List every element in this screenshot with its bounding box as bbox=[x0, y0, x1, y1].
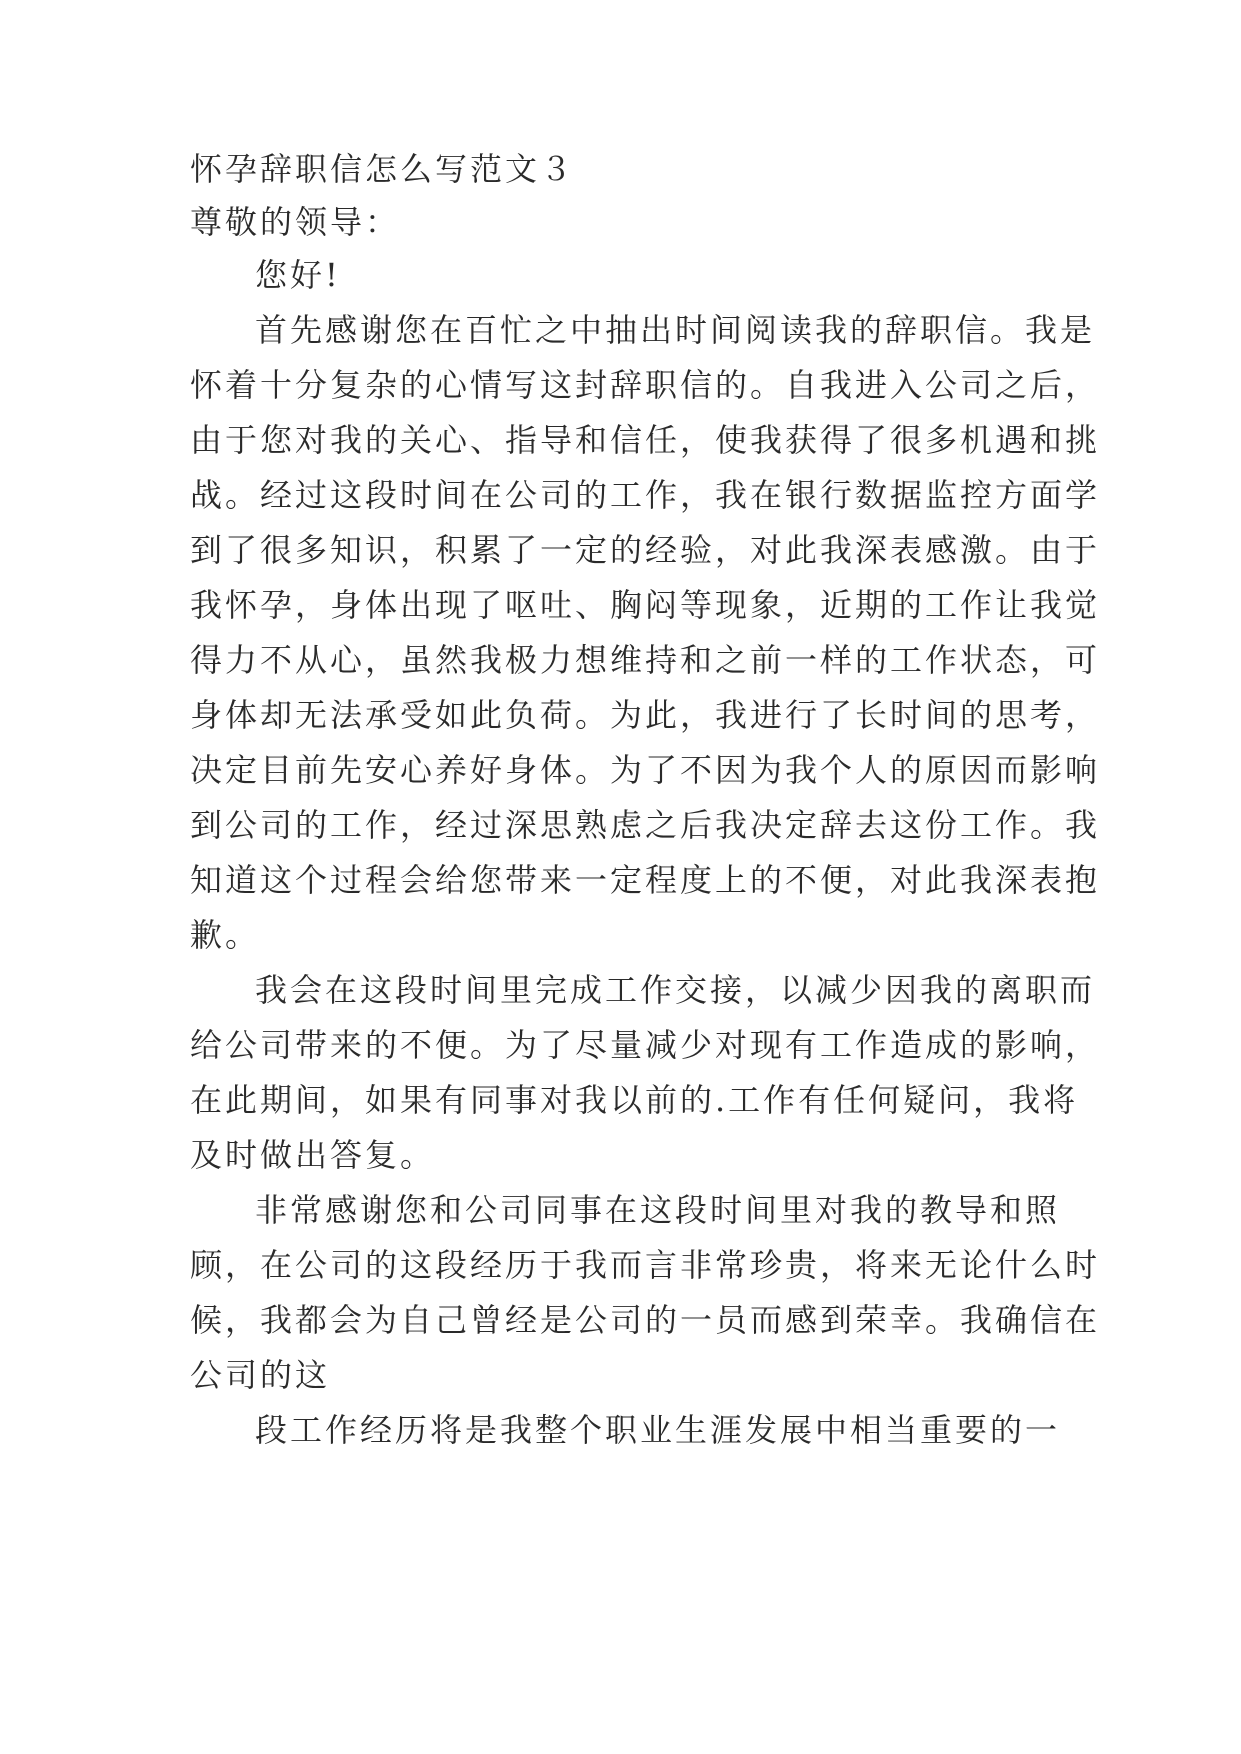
paragraph-line: 及时做出答复。 bbox=[190, 1136, 436, 1174]
paragraph-line: 歉。 bbox=[190, 916, 261, 954]
paragraph-line: 我怀孕，身体出现了呕吐、胸闷等现象，近期的工作让我觉 bbox=[190, 586, 1101, 624]
paragraph-line: 由于您对我的关心、指导和信任，使我获得了很多机遇和挑 bbox=[190, 421, 1101, 459]
paragraph-line: 知道这个过程会给您带来一定程度上的不便，对此我深表抱 bbox=[190, 861, 1101, 899]
paragraph-line: 段工作经历将是我整个职业生涯发展中相当重要的一 bbox=[255, 1411, 1061, 1449]
paragraph-line: 到公司的工作，经过深思熟虑之后我决定辞去这份工作。我 bbox=[190, 806, 1101, 844]
paragraph-line: 在此期间，如果有同事对我以前的.工作有任何疑问，我将 bbox=[190, 1081, 1079, 1119]
salutation: 尊敬的领导： bbox=[190, 203, 401, 241]
paragraph-line: 战。经过这段时间在公司的工作，我在银行数据监控方面学 bbox=[190, 476, 1101, 514]
paragraph-line: 非常感谢您和公司同事在这段时间里对我的教导和照 bbox=[255, 1191, 1061, 1229]
paragraph-line: 决定目前先安心养好身体。为了不因为我个人的原因而影响 bbox=[190, 751, 1101, 789]
paragraph-line: 身体却无法承受如此负荷。为此，我进行了长时间的思考， bbox=[190, 696, 1101, 734]
paragraph-line: 候，我都会为自己曾经是公司的一员而感到荣幸。我确信在 bbox=[190, 1301, 1101, 1339]
paragraph-line: 给公司带来的不便。为了尽量减少对现有工作造成的影响， bbox=[190, 1026, 1101, 1064]
paragraph-line: 到了很多知识，积累了一定的经验，对此我深表感激。由于 bbox=[190, 531, 1101, 569]
paragraph-line: 怀着十分复杂的心情写这封辞职信的。自我进入公司之后， bbox=[190, 366, 1101, 404]
paragraph-line: 顾，在公司的这段经历于我而言非常珍贵，将来无论什么时 bbox=[190, 1246, 1101, 1284]
greeting: 您好! bbox=[255, 256, 341, 294]
document-title: 怀孕辞职信怎么写范文３ bbox=[190, 150, 576, 188]
paragraph-line: 公司的这 bbox=[190, 1356, 331, 1394]
paragraph-line: 得力不从心，虽然我极力想维持和之前一样的工作状态，可 bbox=[190, 641, 1101, 679]
paragraph-line: 我会在这段时间里完成工作交接，以减少因我的离职而 bbox=[255, 971, 1096, 1009]
paragraph-line: 首先感谢您在百忙之中抽出时间阅读我的辞职信。我是 bbox=[255, 311, 1096, 349]
